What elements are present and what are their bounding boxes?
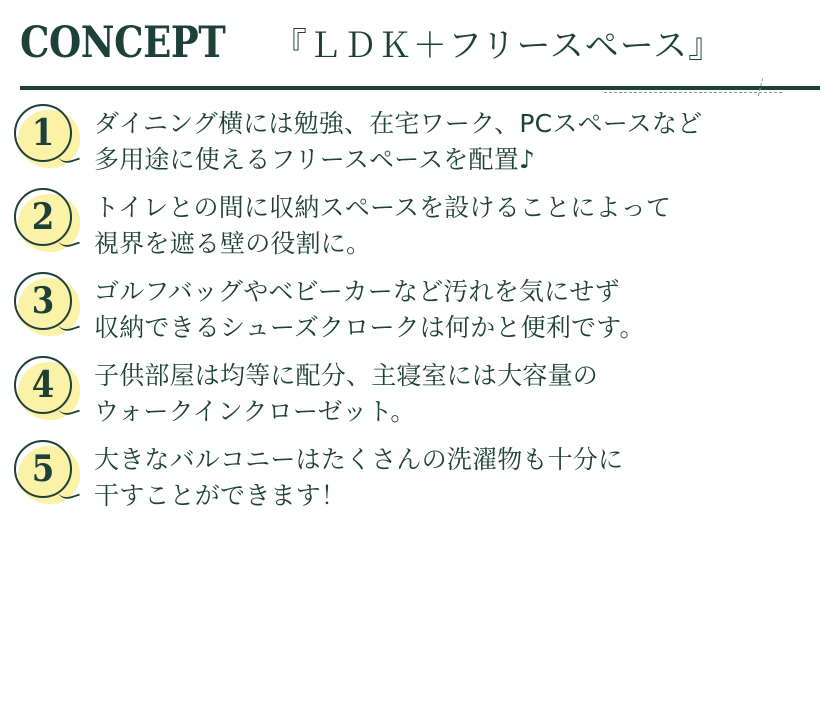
header-divider xyxy=(20,86,820,90)
text-line: 子供部屋は均等に配分、主寝室には大容量の xyxy=(94,361,599,390)
text-line: 収納できるシューズクロークは何かと便利です。 xyxy=(94,312,645,342)
list-item-text xyxy=(94,356,840,429)
list-item xyxy=(0,356,840,430)
text-line: ゴルフバッグやベビーカーなど汚れを気にせず xyxy=(94,277,620,306)
page-subtitle: 『ＬＤＫ＋フリースペース』 xyxy=(272,26,724,66)
list-item xyxy=(0,440,840,514)
number-badge-icon xyxy=(14,104,88,178)
list-item xyxy=(0,188,840,262)
badge-number: 1 xyxy=(31,112,55,154)
list-item xyxy=(0,104,840,178)
text-line: 大きなバルコニーはたくさんの洗濯物も十分に xyxy=(94,445,624,474)
header-divider-dashed xyxy=(604,92,782,93)
list-item-text xyxy=(94,104,840,177)
badge-number: 4 xyxy=(31,364,55,406)
number-badge-icon xyxy=(14,272,88,346)
text-line: トイレとの間に収納スペースを設けることによって xyxy=(94,193,672,222)
list-item-text xyxy=(94,188,840,261)
text-line: 多用途に使えるフリースペースを配置♪ xyxy=(94,144,536,174)
badge-number: 3 xyxy=(31,280,55,322)
number-badge-icon xyxy=(14,188,88,262)
page-title: CONCEPT xyxy=(20,18,226,68)
list-item xyxy=(0,272,840,346)
badge-number: 5 xyxy=(31,448,55,490)
text-line: ウォークインクローゼット。 xyxy=(94,396,416,426)
text-line: ダイニング横には勉強、在宅ワーク、PCスペースなど xyxy=(94,109,703,138)
text-line: 干すことができます！ xyxy=(94,480,347,510)
list-item-text xyxy=(94,272,840,345)
text-line: 視界を遮る壁の役割に。 xyxy=(94,228,372,258)
page-header xyxy=(0,0,840,74)
number-badge-icon xyxy=(14,356,88,430)
badge-number: 2 xyxy=(31,196,55,238)
concept-list xyxy=(0,104,840,524)
number-badge-icon xyxy=(14,440,88,514)
list-item-text xyxy=(94,440,840,513)
